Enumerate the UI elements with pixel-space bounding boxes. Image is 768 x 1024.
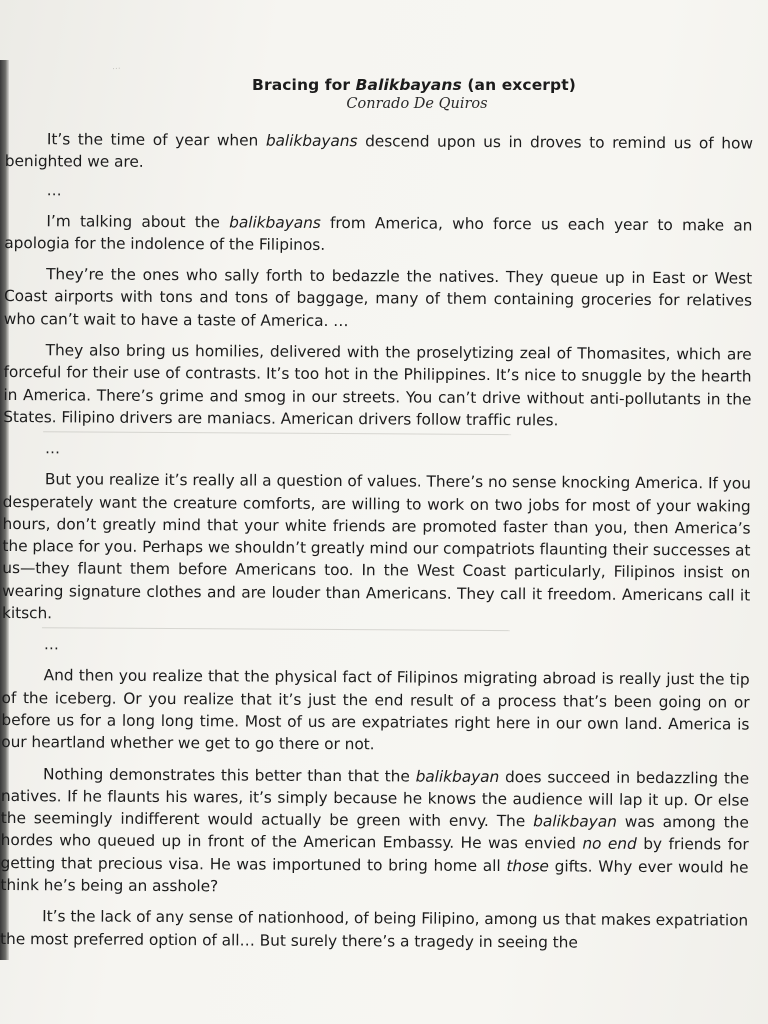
ellipsis-break: … xyxy=(44,439,63,458)
text-run: from America, who force us each year to make an apologia for the indolence of the Filipinos. xyxy=(4,213,753,254)
article-author: Conrado De Quiros xyxy=(346,96,488,112)
article-header xyxy=(0,76,768,112)
title-italic: Balikbayans xyxy=(355,76,462,94)
ellipsis-break: … xyxy=(43,635,61,654)
paragraph-7 xyxy=(0,763,749,901)
italic-run: balikbayans xyxy=(229,212,321,232)
italic-run: no end xyxy=(582,834,637,854)
paragraph-2 xyxy=(4,210,752,259)
text-run: I’m talking about the xyxy=(46,211,230,231)
paragraph-6: And then you realize that the physical fact of Filipinos migrating abroad is really just the tip of the iceberg. Or you realize that it’s just the end result of a process that’s been going on or before us for a long long time. Most of us are expatriates right here in our own land. America is our heartland whether we get to go there or not. xyxy=(1,666,750,754)
text-run: by friends for getting that precious visa. He was importuned to bring home all xyxy=(0,835,749,875)
paragraph-1 xyxy=(5,128,753,177)
title-text: Bracing for xyxy=(252,76,356,94)
article-title xyxy=(60,76,768,94)
text-run: does succeed in bedazzling the natives. If he flaunts his wares, it’s simply because he knows the audience will lap it up. Or else the seemingly indifferent would actually be green with envy. The xyxy=(0,767,750,831)
text-run: descend upon us in droves to remind us of how benighted we are. xyxy=(4,132,753,172)
faint-pencil-mark: ... xyxy=(111,61,121,73)
ellipsis-break: … xyxy=(46,180,64,199)
text-run: Nothing demonstrates this better than that the xyxy=(43,764,416,786)
paragraph-3: They’re the ones who sally forth to bedazzle the natives. They queue up in East or West Coast airports with tons and tons of baggage, many of them containing groceries for relatives who can’t wait to have a taste of America. … xyxy=(3,265,753,330)
scan-underline xyxy=(43,432,511,436)
scan-underline xyxy=(42,628,510,632)
italic-run: those xyxy=(506,856,549,876)
text-run: gifts. Why ever would he think he’s being an asshole? xyxy=(0,857,749,896)
article-body xyxy=(0,128,753,963)
italic-run: balikbayans xyxy=(265,131,358,151)
text-run: was among the hordes who queued up in front of the American Embassy. He was envied xyxy=(0,812,749,853)
paragraph-5: But you realize it’s really all a question of values. There’s no sense knocking America. If you desperately want the creature comforts, are willing to work on two jobs for most of your waking hours, don’t greatly mind that your white friends are promoted faster than you, then America’s the place for you. Perhaps we shouldn’t greatly mind our compatriots flaunting their successes at us—they flaunt them before Americans too. In the West Coast particularly, Filipinos insist on wearing signature clothes and are louder than Americans. They call it freedom. Americans call it kitsch. xyxy=(1,470,751,623)
title-suffix: (an excerpt) xyxy=(461,76,576,94)
paragraph-8: It’s the lack of any sense of nationhood, of being Filipino, among us that makes expatriation the most preferred option of all… But surely there’s a tragedy in seeing the xyxy=(0,907,749,952)
text-run: It’s the time of year when xyxy=(46,130,266,150)
paragraph-4: They also bring us homilies, delivered with the proselytizing zeal of Thomasites, which are forceful for their use of contrasts. It’s too hot in the Philippines. It’s nice to snuggle by the hearth in America. There’s grime and smog in our streets. You can’t drive without anti-pollutants in the States. Filipino drivers are maniacs. American drivers follow traffic rules. xyxy=(3,341,752,430)
italic-run: balikbayan xyxy=(533,812,617,831)
italic-run: balikbayan xyxy=(415,767,500,786)
